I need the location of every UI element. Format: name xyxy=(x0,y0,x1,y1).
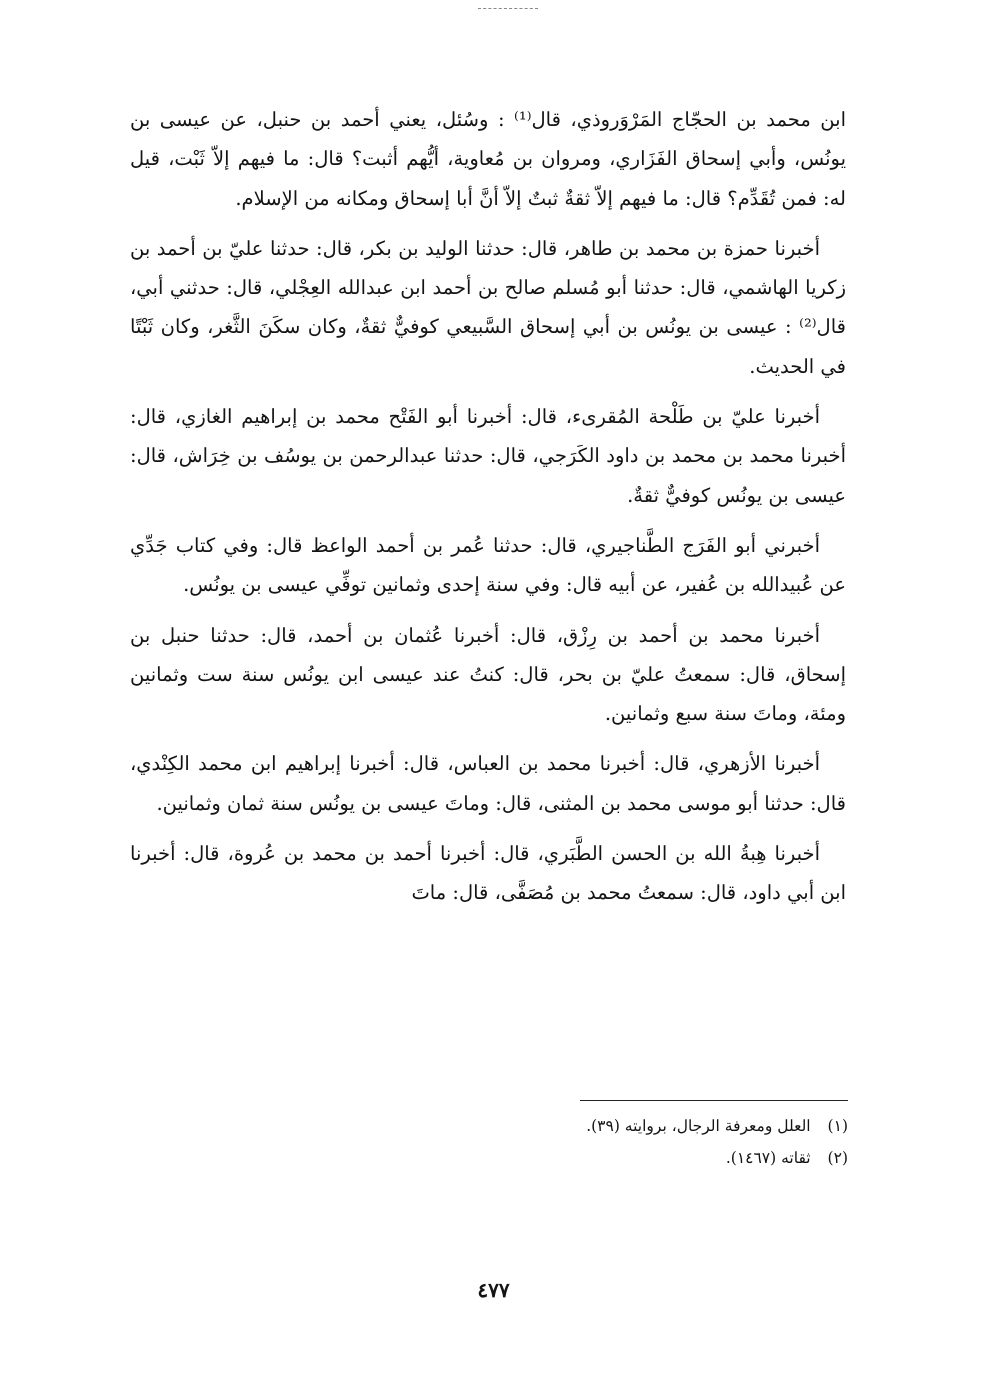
paragraph-4: أخبرني أبو الفَرَج الطَّناجيري، قال: حدثنا عُمر بن أحمد الواعظ قال: وفي كتاب جَدِّي عن عُبيدالله بن عُفير، عن أبيه قال: وفي سنة إحدى وثمانين توفِّي عيسى بن يونُس. xyxy=(130,533,846,597)
paragraph-5: أخبرنا محمد بن أحمد بن رِزْق، قال: أخبرنا عُثمان بن أحمد، قال: حدثنا حنبل بن إسحاق، قال: سمعتُ عليّ بن بحر، قال: كنتُ عند عيسى ابن يونُس سنة ست وثمانين ومئة، وماتَ سنة سبع وثمانين. xyxy=(130,623,846,726)
page-number: ٤٧٧ xyxy=(477,1278,510,1302)
header-rule xyxy=(478,8,538,9)
footnote-1-text: العلل ومعرفة الرجال، بروايته (٣٩). xyxy=(586,1117,811,1135)
paragraph-6: أخبرنا الأزهري، قال: أخبرنا محمد بن العباس، قال: أخبرنا إبراهيم ابن محمد الكِنْدي، قال: حدثنا أبو موسى محمد بن المثنى، قال: وماتَ عيسى بن يونُس سنة ثمان وثمانين. xyxy=(130,752,846,815)
footnote-2 xyxy=(430,1142,848,1174)
paragraph-3: أخبرنا عليّ بن طَلْحة المُقرىء، قال: أخبرنا أبو الفَتْح محمد بن إبراهيم الغازي، قال: أخبرنا محمد بن محمد بن داود الكَرَجي، قال: حدثنا عبدالرحمن بن يوسُف بن خِرَاش، قال: عيسى بن يونُس كوفيٌّ ثقةٌ. xyxy=(130,405,846,507)
main-text xyxy=(130,100,846,913)
footnote-1-number: (١) xyxy=(827,1117,848,1135)
paragraph-2: أخبرنا حمزة بن محمد بن طاهر، قال: حدثنا الوليد بن بكر، قال: حدثنا عليّ بن أحمد بن زكريا الهاشمي، قال: حدثنا أبو مُسلم صالح بن أحمد ابن عبدالله العِجْلي، قال: حدثني أبي، قال⁽²⁾ : عيسى بن يونُس بن أبي إسحاق السَّبيعي كوفيٌّ ثقةٌ، وكان سكَنَ الثَّغر، وكان ثَبْتًا في الحديث. xyxy=(130,236,846,378)
footnote-separator xyxy=(580,1100,848,1101)
footnote-1 xyxy=(430,1110,848,1142)
footnotes xyxy=(430,1110,848,1174)
footnote-2-text: ثقاته (١٤٦٧). xyxy=(725,1149,811,1167)
footnote-2-number: (٢) xyxy=(827,1149,848,1167)
paragraph-7: أخبرنا هِبةُ الله بن الحسن الطَّبَري، قال: أخبرنا أحمد بن محمد بن عُروة، قال: أخبرنا ابن أبي داود، قال: سمعتُ محمد بن مُصَفَّى، قال: ماتَ xyxy=(130,842,846,905)
paragraph-1: ابن محمد بن الحجّاج المَرْوَروذي، قال⁽¹⁾ : وسُئل، يعني أحمد بن حنبل، عن عيسى بن يونُس، وأبي إسحاق الفَزَاري، ومروان بن مُعاوية، أيُّهم أثبت؟ قال: ما فيهم إلاّ ثَبْت، قيل له: فمن تُقَدِّم؟ قال: ما فيهم إلاّ ثقةٌ ثبتٌ إلاّ أنَّ أبا إسحاق ومكانه من الإسلام. xyxy=(130,108,846,210)
